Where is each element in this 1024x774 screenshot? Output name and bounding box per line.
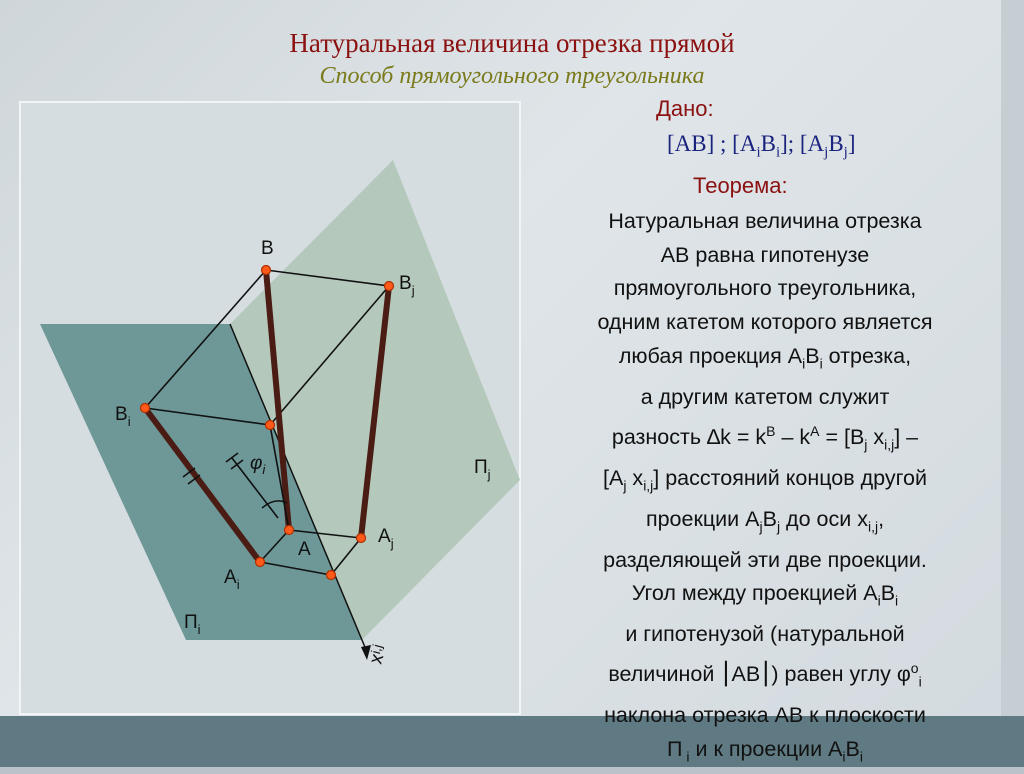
- given-label: Дано:: [656, 96, 714, 121]
- slide-subtitle: Способ прямоугольного треугольника: [319, 63, 705, 89]
- theorem-line: Угол между проекцией $A_iB_i$: [631, 581, 899, 609]
- given-formula: [AB] ; $[A_iB_i]$; $[A_jB_j]$: [667, 131, 856, 161]
- label-pi-i: $П_i$: [184, 612, 201, 637]
- theorem-line: величиной ⎮AB⎮) равен углу $\varphi^o_i$: [608, 660, 922, 690]
- theorem-line: Натуральная величина отрезка: [608, 209, 922, 233]
- point-ai: [256, 558, 265, 567]
- theorem-line: П $_i$ и к проекции $A_iB_i$: [667, 736, 863, 765]
- theorem-line: прямоугольного треугольника,: [613, 276, 917, 301]
- theorem-line: разделяющей эти две проекции.: [603, 547, 927, 572]
- theorem-line: [$A_j$ $x_{i,j}$] расстояний концов другой: [603, 465, 927, 493]
- theorem-line: любая проекция $A_iB_i$ отрезка,: [618, 343, 912, 372]
- theorem-line: наклона отрезка AB к плоскости: [604, 703, 926, 728]
- theorem-line: а другим катетом служит: [640, 384, 890, 409]
- label-bi: $B_i$: [115, 404, 131, 429]
- label-axis: $x^{i,j}$: [365, 642, 389, 667]
- theorem-line: разность $\Delta k = k^B - k^A = [B_j$ $x_{i,j}$] –: [611, 422, 919, 452]
- point-b: [262, 266, 271, 275]
- label-bj: $B_j$: [399, 273, 415, 298]
- point-x: [327, 571, 336, 580]
- theorem-text: [530, 205, 1000, 774]
- slide-title: Натуральная величина отрезка прямой: [289, 28, 735, 58]
- point-a: [285, 526, 294, 535]
- point-bi: [141, 404, 150, 413]
- label-phi: $\varphi_i$: [250, 453, 266, 477]
- point-bj: [385, 282, 394, 291]
- label-ai: $A_i$: [224, 567, 240, 592]
- point-aj: [357, 534, 366, 543]
- label-a: A: [298, 539, 311, 560]
- label-pi-j: $П_j$: [474, 457, 491, 482]
- point-c: [266, 421, 275, 430]
- theorem-line: одним катетом которого является: [597, 310, 933, 335]
- label-b: B: [261, 238, 274, 259]
- theorem-line: проекции $A_jB_j$ до оси $x_{i,j}$,: [645, 506, 885, 534]
- theorem-line: AB равна гипотенузе: [660, 242, 870, 267]
- label-aj: $A_j$: [378, 526, 394, 551]
- theorem-label: Теорема:: [693, 173, 788, 198]
- theorem-line: и гипотенузой (натуральной: [625, 622, 905, 647]
